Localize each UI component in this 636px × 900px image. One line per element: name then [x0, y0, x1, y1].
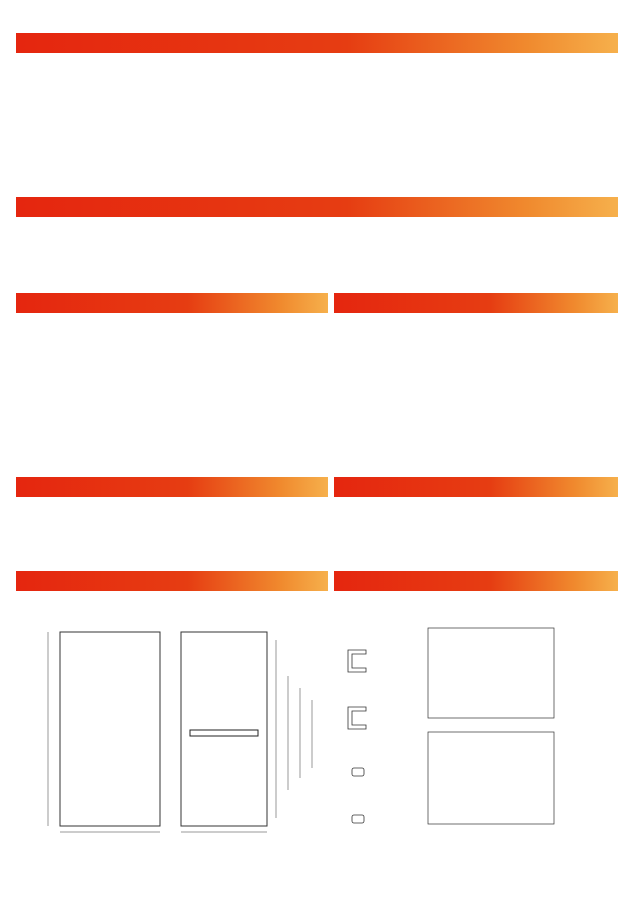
iv-chart-temperature [428, 628, 554, 718]
rear-gain-section-title [16, 197, 618, 217]
mounting-hole-c [352, 768, 364, 776]
back-view-panel [181, 632, 267, 826]
packaging-section-title [16, 477, 328, 497]
iv-chart-irradiance [428, 732, 554, 824]
front-view-panel [60, 632, 160, 826]
stc-section-title [16, 33, 618, 53]
temperature-section-title [334, 477, 618, 497]
frame-bb-profile [348, 707, 366, 729]
mounting-hole-d [352, 815, 364, 823]
system-section-title [334, 293, 618, 313]
frame-aa-profile [348, 650, 366, 672]
material-section-title [16, 293, 328, 313]
iv-curves-section-title [334, 571, 618, 591]
dimensions-section-title [16, 571, 328, 591]
